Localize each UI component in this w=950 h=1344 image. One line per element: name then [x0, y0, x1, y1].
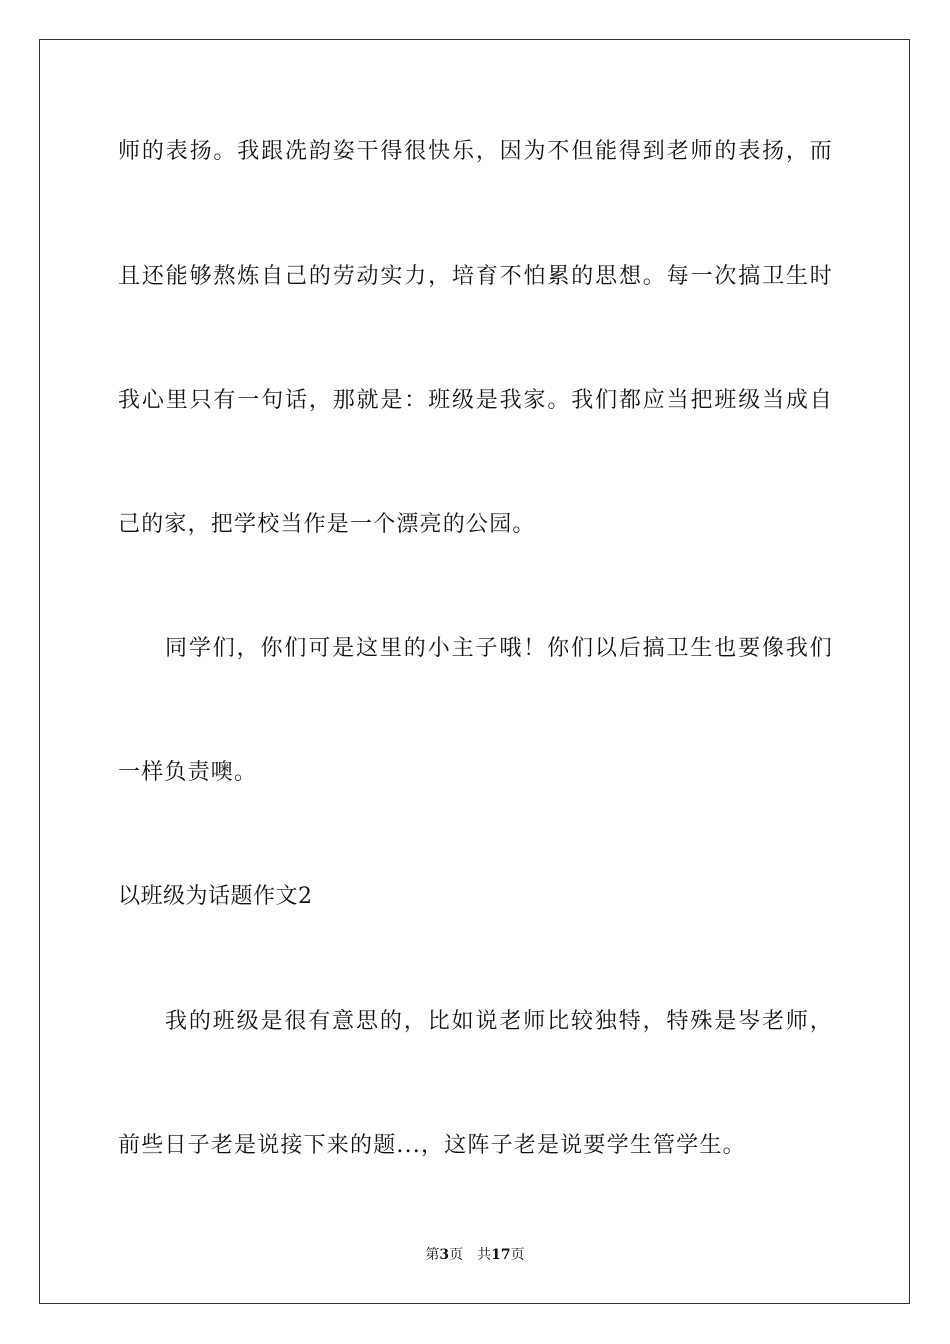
footer-total-suffix: 页: [510, 1247, 525, 1263]
body-line-4: 己的家，把学校当作是一个漂亮的公园。: [118, 512, 536, 537]
body-line-3: 我心里只有一句话，那就是：班级是我家。我们都应当把班级当成自: [118, 388, 833, 413]
footer-page-number: 3: [439, 1247, 450, 1263]
page-border: [39, 39, 910, 1304]
footer-total-pages: 17: [491, 1247, 511, 1263]
page-footer: [0, 1245, 950, 1265]
footer-page-suffix: 页: [449, 1247, 464, 1263]
body-line-5: 同学们，你们可是这里的小主子哦！你们以后搞卫生也要像我们: [165, 636, 833, 661]
footer-page-prefix: 第: [425, 1247, 440, 1263]
body-line-6: 一样负责噢。: [118, 760, 258, 785]
body-line-7: 我的班级是很有意思的，比如说老师比较独特，特殊是岑老师，: [165, 1009, 833, 1034]
body-line-8: 前些日子老是说接下来的题...，这阵子老是说要学生管学生。: [118, 1133, 746, 1158]
body-line-1: 师的表扬。我跟冼韵姿干得很快乐，因为不但能得到老师的表扬，而: [118, 139, 833, 164]
body-line-2: 且还能够熬炼自己的劳动实力，培育不怕累的思想。每一次搞卫生时: [118, 264, 833, 289]
section-heading: 以班级为话题作文2: [118, 884, 313, 909]
footer-total-prefix: 共: [477, 1247, 492, 1263]
